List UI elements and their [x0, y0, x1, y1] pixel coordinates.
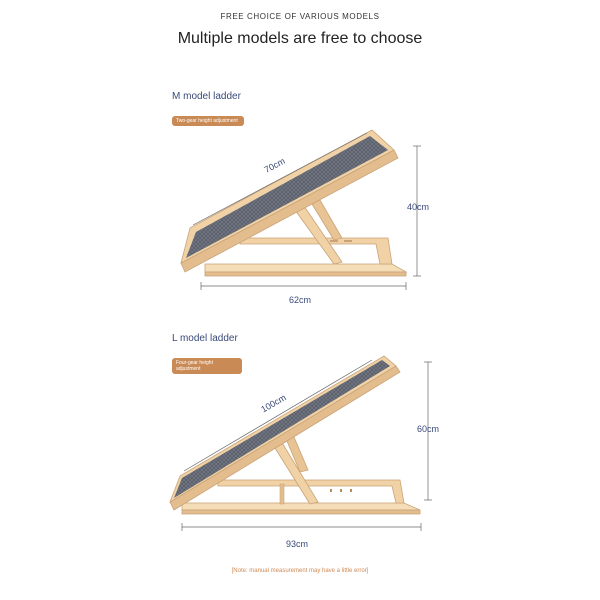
section-kicker: FREE CHOICE OF VARIOUS MODELS: [220, 12, 380, 21]
l-model-width-label: 93cm: [285, 539, 309, 549]
l-model-badge: Four-gear height adjustment: [172, 358, 242, 374]
m-model-ramp: [181, 130, 406, 276]
m-model-title: M model ladder: [172, 91, 241, 102]
l-model-title: L model ladder: [172, 333, 238, 344]
measurement-note: [Note: manual measurement may have a little error]: [231, 568, 369, 574]
page-title: Multiple models are free to choose: [177, 30, 423, 47]
m-model-height-label: 40cm: [406, 202, 430, 212]
l-model-ramp: [170, 356, 420, 514]
l-model-length-label: 100cm: [259, 392, 288, 415]
m-model-length-label: 70cm: [262, 155, 287, 175]
l-model-height-label: 60cm: [416, 424, 440, 434]
m-model-width-label: 62cm: [288, 295, 312, 305]
m-model-badge: Two-gear height adjustment: [172, 116, 244, 126]
